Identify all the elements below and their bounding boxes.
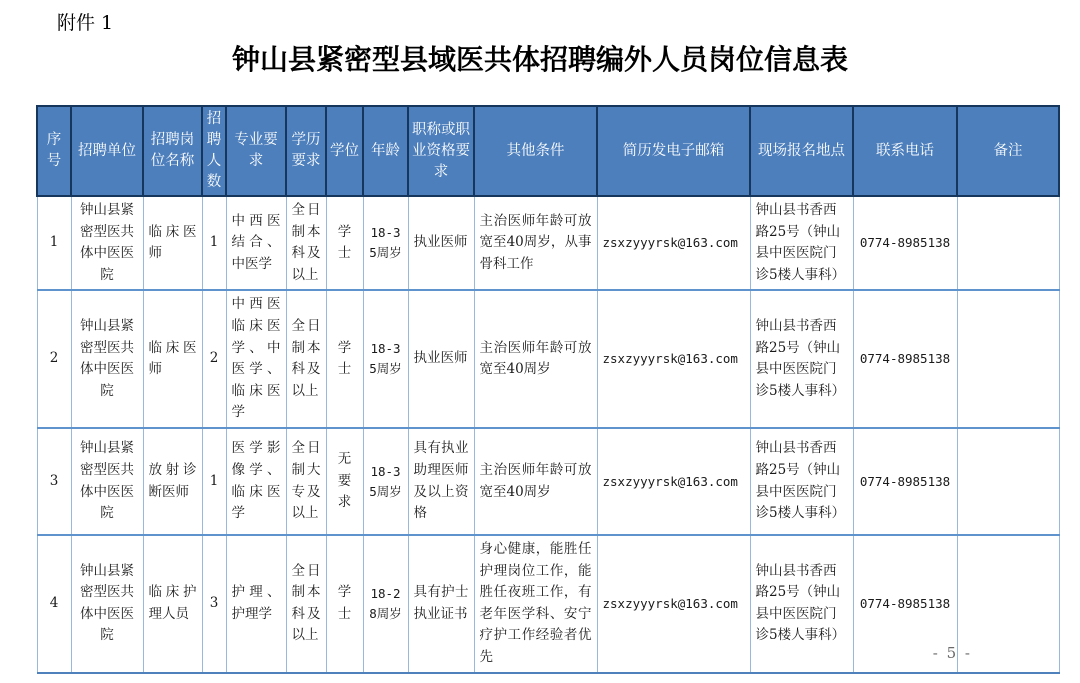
cell-email: zsxzyyyrsk@163.com (597, 196, 750, 290)
cell-other: 身心健康，能胜任护理岗位工作，能胜任夜班工作，有老年医学科、安宁疗护工作经验者优先 (474, 535, 597, 673)
cell-post: 放射诊断医师 (143, 428, 202, 535)
column-header-education: 学历要求 (286, 106, 326, 196)
page-number: - 5 - (932, 644, 972, 662)
column-header-phone: 联系电话 (853, 106, 957, 196)
cell-age: 18-35周岁 (363, 290, 408, 428)
cell-post: 临床医师 (143, 290, 202, 428)
cell-qualification: 具有护士执业证书 (408, 535, 474, 673)
column-header-count: 招聘人数 (202, 106, 226, 196)
header-row (37, 106, 1059, 196)
cell-remarks (957, 535, 1059, 673)
column-header-post: 招聘岗位名称 (143, 106, 202, 196)
cell-major: 医学影像学、临床医学 (226, 428, 286, 535)
cell-remarks (957, 290, 1059, 428)
cell-other: 主治医师年龄可放宽至40周岁，从事骨科工作 (474, 196, 597, 290)
cell-count: 1 (202, 196, 226, 290)
attachment-label: 附件 1 (57, 12, 114, 34)
column-header-degree: 学位 (326, 106, 363, 196)
column-header-qualification: 职称或职业资格要求 (408, 106, 474, 196)
table-row (37, 535, 1059, 673)
cell-phone: 0774-8985138 (853, 290, 957, 428)
cell-index: 4 (37, 535, 71, 673)
cell-education: 全日制本科及以上 (286, 535, 326, 673)
cell-count: 3 (202, 535, 226, 673)
table-row (37, 428, 1059, 535)
table-container (36, 105, 1060, 674)
cell-remarks (957, 196, 1059, 290)
cell-phone: 0774-8985138 (853, 428, 957, 535)
cell-remarks (957, 428, 1059, 535)
cell-count: 1 (202, 428, 226, 535)
cell-unit: 钟山县紧密型医共体中医医院 (71, 535, 143, 673)
column-header-other: 其他条件 (474, 106, 597, 196)
cell-education: 全日制本科及以上 (286, 290, 326, 428)
cell-degree: 学士 (326, 290, 363, 428)
cell-degree: 学士 (326, 535, 363, 673)
job-info-table (36, 105, 1060, 674)
cell-major: 中西医临床医学、中医学、临床医学 (226, 290, 286, 428)
cell-count: 2 (202, 290, 226, 428)
cell-email: zsxzyyyrsk@163.com (597, 428, 750, 535)
cell-age: 18-35周岁 (363, 196, 408, 290)
cell-location: 钟山县书香西路25号（钟山县中医医院门诊5楼人事科） (750, 535, 853, 673)
column-header-age: 年龄 (363, 106, 408, 196)
column-header-location: 现场报名地点 (750, 106, 853, 196)
cell-major: 中西医结合、中医学 (226, 196, 286, 290)
cell-education: 全日制大专及以上 (286, 428, 326, 535)
cell-unit: 钟山县紧密型医共体中医医院 (71, 428, 143, 535)
cell-other: 主治医师年龄可放宽至40周岁 (474, 428, 597, 535)
cell-education: 全日制本科及以上 (286, 196, 326, 290)
cell-index: 3 (37, 428, 71, 535)
column-header-unit: 招聘单位 (71, 106, 143, 196)
page-title: 钟山县紧密型县域医共体招聘编外人员岗位信息表 (231, 43, 848, 76)
cell-location: 钟山县书香西路25号（钟山县中医医院门诊5楼人事科） (750, 196, 853, 290)
table-row (37, 196, 1059, 290)
cell-major: 护理、护理学 (226, 535, 286, 673)
column-header-email: 简历发电子邮箱 (597, 106, 750, 196)
cell-location: 钟山县书香西路25号（钟山县中医医院门诊5楼人事科） (750, 290, 853, 428)
cell-unit: 钟山县紧密型医共体中医医院 (71, 290, 143, 428)
cell-location: 钟山县书香西路25号（钟山县中医医院门诊5楼人事科） (750, 428, 853, 535)
cell-index: 2 (37, 290, 71, 428)
table-body (37, 196, 1059, 673)
cell-index: 1 (37, 196, 71, 290)
cell-qualification: 执业医师 (408, 290, 474, 428)
cell-degree: 无要求 (326, 428, 363, 535)
column-header-index: 序号 (37, 106, 71, 196)
cell-post: 临床护理人员 (143, 535, 202, 673)
column-header-remarks: 备注 (957, 106, 1059, 196)
cell-age: 18-35周岁 (363, 428, 408, 535)
table-row (37, 290, 1059, 428)
cell-post: 临床医师 (143, 196, 202, 290)
cell-age: 18-28周岁 (363, 535, 408, 673)
cell-degree: 学士 (326, 196, 363, 290)
cell-email: zsxzyyyrsk@163.com (597, 535, 750, 673)
cell-other: 主治医师年龄可放宽至40周岁 (474, 290, 597, 428)
cell-qualification: 执业医师 (408, 196, 474, 290)
cell-phone: 0774-8985138 (853, 196, 957, 290)
cell-unit: 钟山县紧密型医共体中医医院 (71, 196, 143, 290)
cell-email: zsxzyyyrsk@163.com (597, 290, 750, 428)
cell-qualification: 具有执业助理医师及以上资格 (408, 428, 474, 535)
table-header (37, 106, 1059, 196)
cell-phone: 0774-8985138 (853, 535, 957, 673)
column-header-major: 专业要求 (226, 106, 286, 196)
